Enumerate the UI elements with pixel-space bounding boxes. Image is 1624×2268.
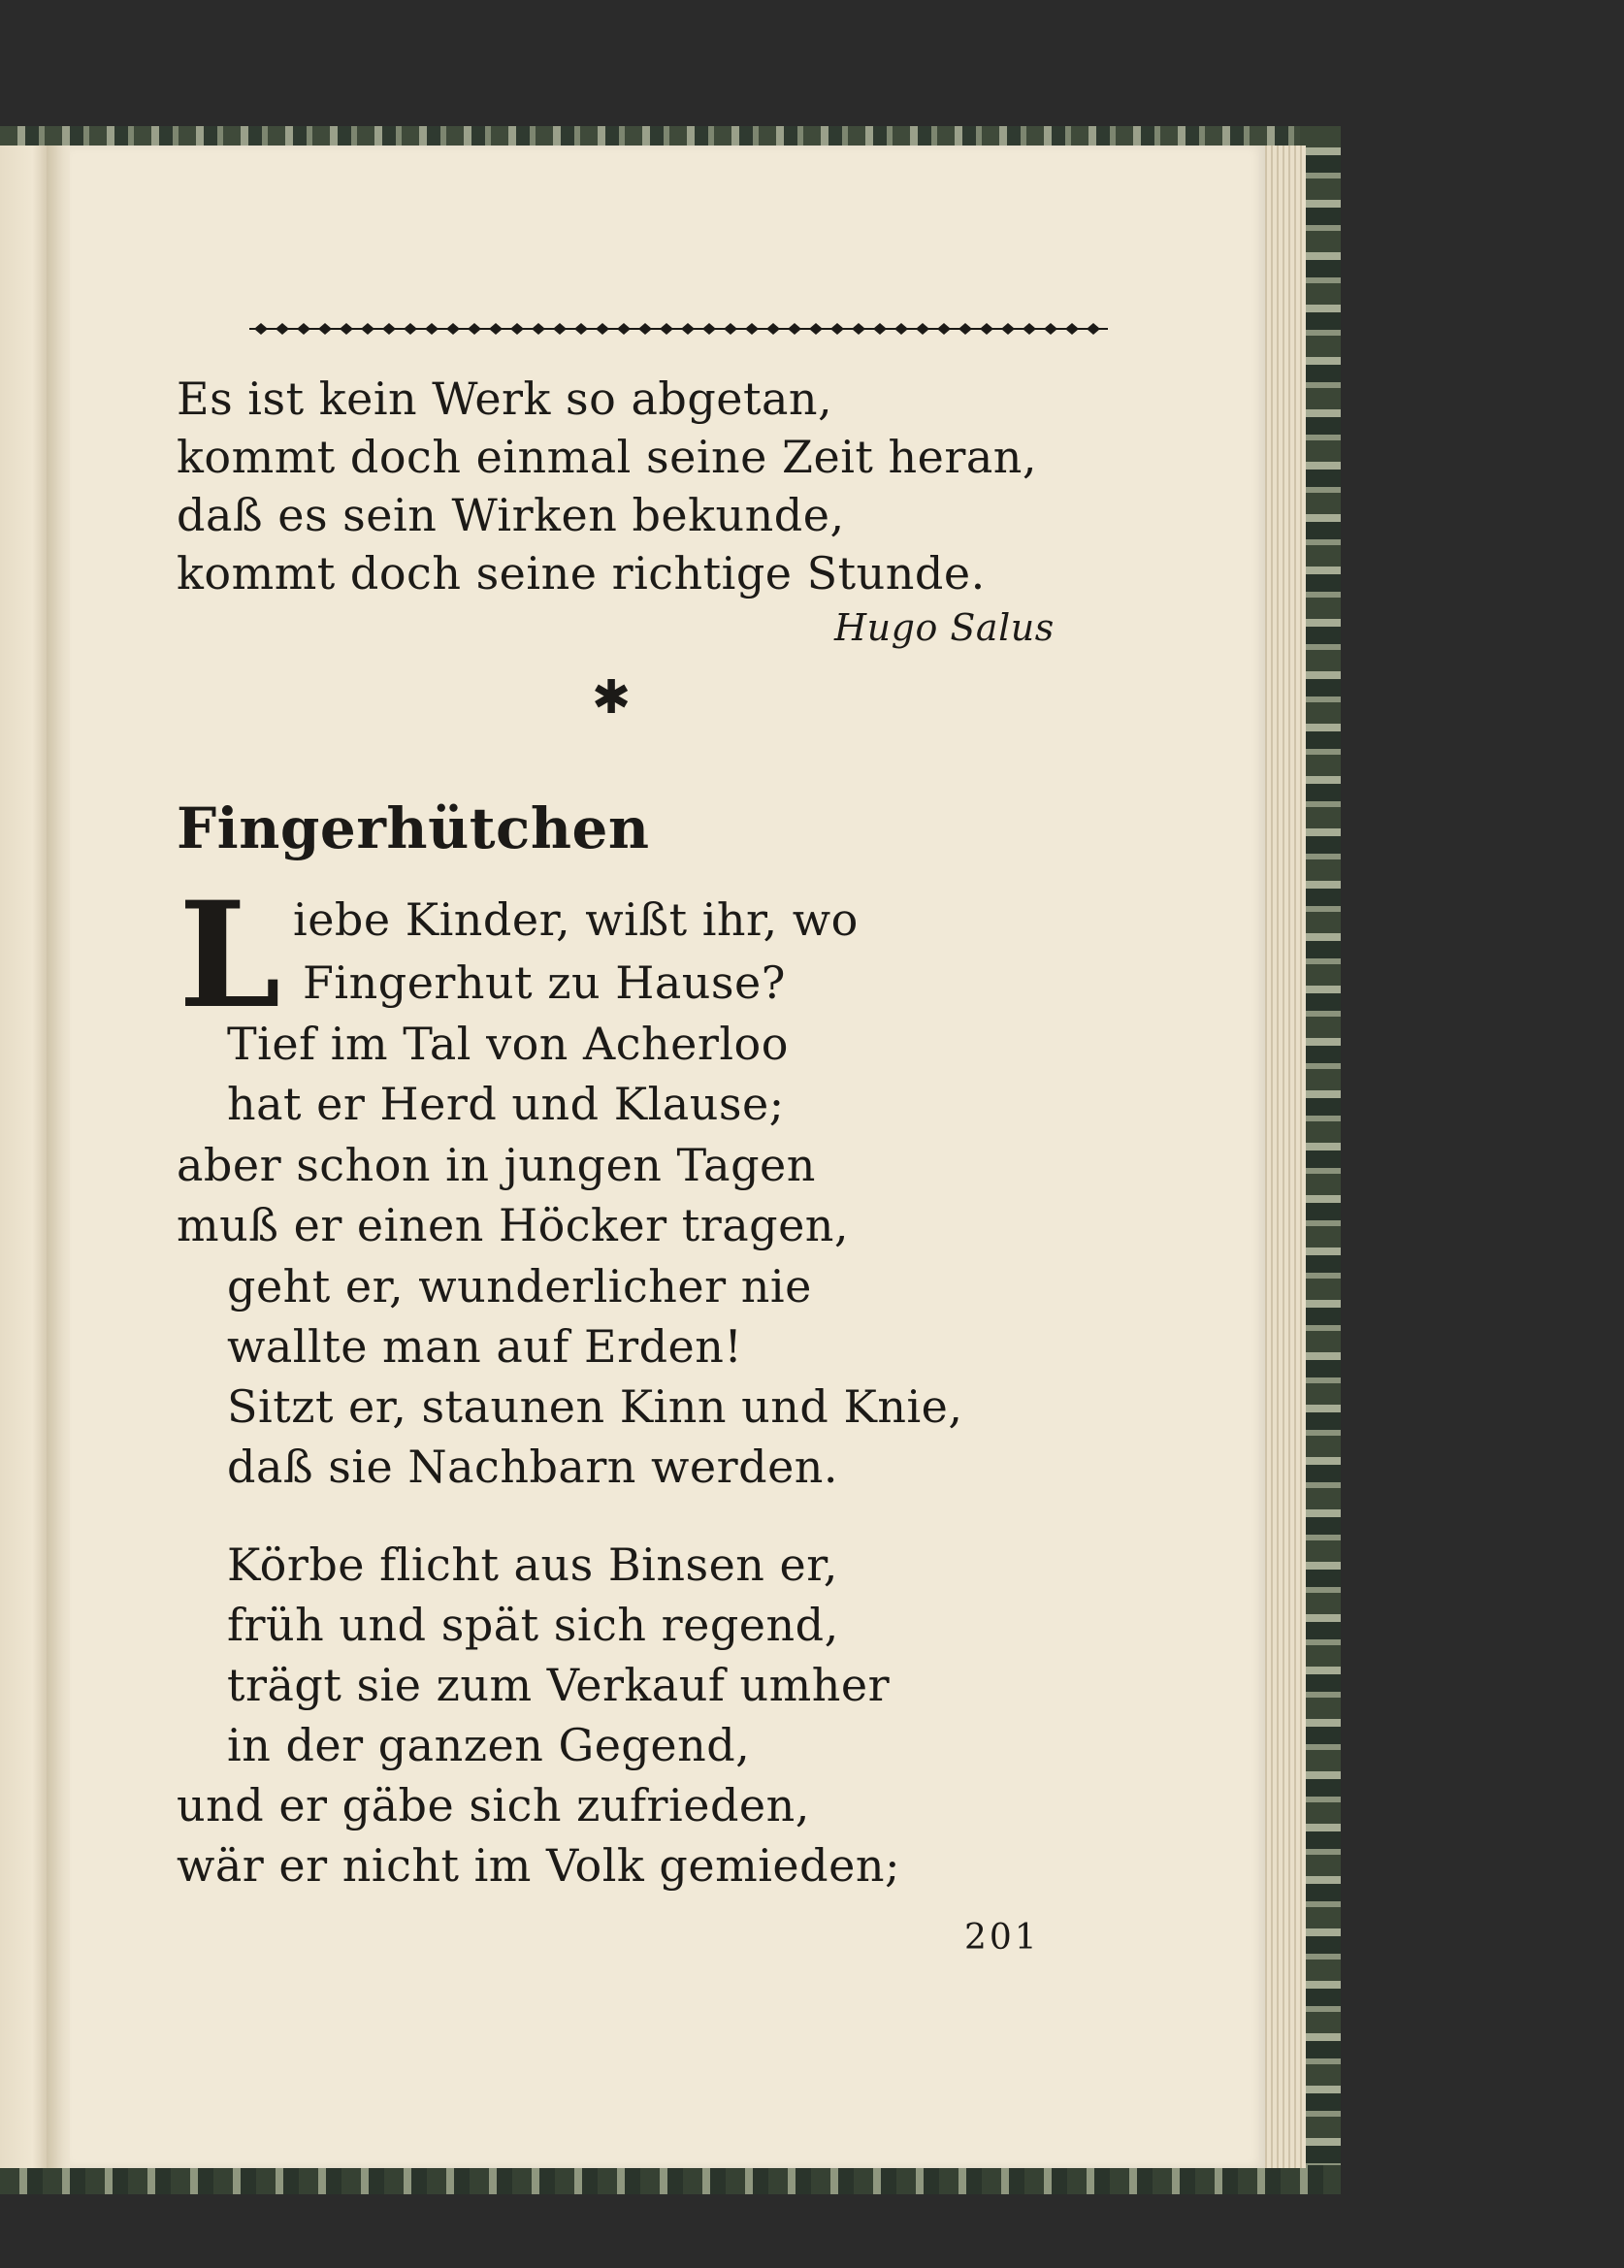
epigraph-line: kommt doch einmal seine Zeit heran, bbox=[177, 431, 1038, 483]
epigraph-author: Hugo Salus bbox=[834, 606, 1055, 649]
poem-line: Körbe flicht aus Binsen er, bbox=[227, 1539, 838, 1591]
previous-page-edge bbox=[0, 146, 47, 2168]
poem-line: aber schon in jungen Tagen bbox=[177, 1139, 816, 1191]
poem-line: früh und spät sich regend, bbox=[227, 1599, 839, 1651]
page-number: 201 bbox=[964, 1918, 1040, 1958]
poem-line: hat er Herd und Klause; bbox=[227, 1078, 785, 1130]
cover-right-edge bbox=[1300, 126, 1341, 2192]
poem-line: geht er, wunderlicher nie bbox=[227, 1260, 812, 1312]
poem-line: Sitzt er, staunen Kinn und Knie, bbox=[227, 1380, 963, 1433]
epigraph-line: Es ist kein Werk so abgetan, bbox=[177, 373, 833, 425]
poem-title: Fingerhütchen bbox=[177, 795, 650, 861]
cover-bottom-edge bbox=[0, 2165, 1341, 2194]
book-page bbox=[70, 146, 1265, 2168]
epigraph-line: kommt doch seine richtige Stunde. bbox=[177, 547, 986, 599]
poem-line: daß sie Nachbarn werden. bbox=[227, 1441, 839, 1493]
page-stack-edge bbox=[1261, 146, 1306, 2168]
poem-line: muß er einen Höcker tragen, bbox=[177, 1199, 850, 1251]
poem-line: und er gäbe sich zufrieden, bbox=[177, 1779, 810, 1831]
ornamental-rule bbox=[249, 320, 1108, 338]
drop-cap: L bbox=[179, 870, 281, 1041]
poem-line: Fingerhut zu Hause? bbox=[303, 956, 786, 1009]
poem-line: iebe Kinder, wißt ihr, wo bbox=[293, 893, 859, 946]
poem-line: trägt sie zum Verkauf umher bbox=[227, 1659, 891, 1711]
poem-line: wär er nicht im Volk gemieden; bbox=[177, 1839, 900, 1892]
poem-line: in der ganzen Gegend, bbox=[227, 1719, 751, 1771]
poem-line: Tief im Tal von Acherloo bbox=[227, 1018, 789, 1070]
epigraph-line: daß es sein Wirken bekunde, bbox=[177, 489, 845, 541]
poem-line: wallte man auf Erden! bbox=[227, 1320, 743, 1373]
separator-star: ✱ bbox=[592, 670, 632, 725]
